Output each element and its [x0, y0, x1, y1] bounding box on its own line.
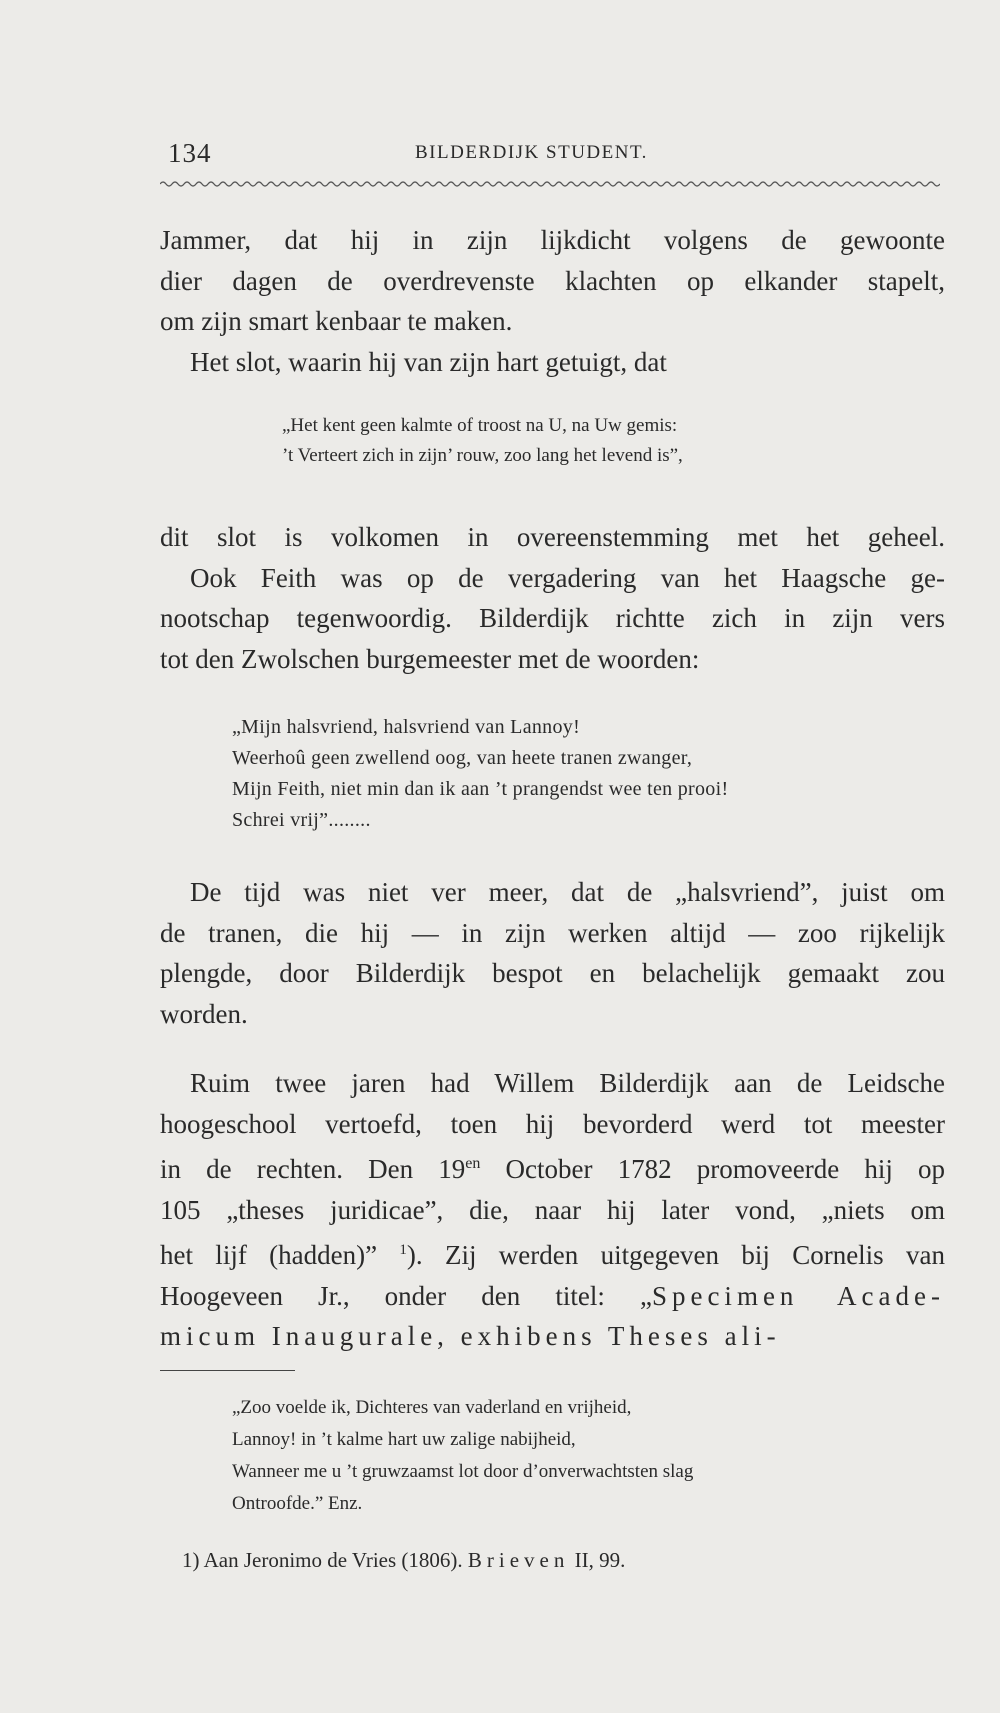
verse-line: Wanneer me u ’t gruwzaamst lot door d’onverwachtsten slag — [232, 1461, 694, 1482]
verse-line: „Mijn halsvriend, halsvriend van Lannoy! — [232, 716, 581, 738]
text-line: worden. — [160, 998, 248, 1029]
paragraph-1 — [160, 220, 945, 382]
footnote-separator — [160, 1370, 295, 1371]
text-line: tot den Zwolschen burgemeester met de woorden: — [160, 643, 700, 674]
paragraph-4 — [160, 1063, 945, 1357]
verse-line: Ontroofde.” Enz. — [232, 1493, 363, 1514]
text-segment: October 1782 promoveerde hij op — [480, 1154, 945, 1184]
superscript: en — [465, 1155, 481, 1172]
verse-line: Lannoy! in ’t kalme hart uw zalige nabijheid, — [232, 1429, 576, 1450]
footnote — [182, 1548, 625, 1573]
page-header — [160, 138, 940, 178]
text-line: hoogeschool vertoefd, toen hij bevorderd werd tot meester — [160, 1108, 945, 1139]
text-line — [160, 1144, 945, 1190]
verse-quote-1 — [282, 411, 902, 471]
text-line: micum Inaugurale, exhibens Theses ali- — [160, 1321, 781, 1351]
running-head: BILDERDIJK STUDENT. — [415, 142, 648, 163]
text-line: Ook Feith was op de vergadering van het Haagsche ge- — [190, 562, 945, 593]
text-line: Ruim twee jaren had Willem Bilderdijk aan de Leidsche — [190, 1068, 945, 1098]
footnote-text: Aan Jeronimo de Vries (1806). — [199, 1548, 468, 1572]
text-line: dier dagen de overdrevenste klachten op elkander stapelt, — [160, 265, 945, 296]
text-line: dit slot is volkomen in overeenstemming met het geheel. — [160, 522, 945, 552]
spaced-title: Specimen Acade- — [651, 1280, 945, 1311]
text-line: nootschap tegenwoordig. Bilderdijk richtte zich in zijn vers — [160, 603, 945, 633]
text-line: Jammer, dat hij in zijn lijkdicht volgens de gewoonte — [160, 225, 945, 255]
footnote-verse — [232, 1392, 912, 1520]
text-segment: ). Zij werden uitgegeven bij Cornelis van — [406, 1240, 945, 1270]
verse-line: Mijn Feith, niet min dan ik aan ’t prangendst wee ten prooi! — [232, 778, 729, 800]
footnote-marker: 1 — [399, 1242, 407, 1258]
verse-line: Weerhoû geen zwellend oog, van heete tranen zwanger, — [232, 747, 693, 769]
text-segment: in de rechten. Den 19 — [160, 1154, 466, 1184]
header-wavy-rule — [160, 179, 940, 189]
footnote-spaced-title: Brieven — [467, 1548, 570, 1572]
text-segment: het lijf (hadden)” — [160, 1240, 400, 1270]
text-line — [160, 1230, 945, 1276]
text-line: plengde, door Bilderdijk bespot en belachelijk gemaakt zou — [160, 958, 945, 988]
verse-quote-2 — [232, 712, 912, 836]
paragraph-2 — [160, 517, 945, 679]
text-line: 105 „theses juridicae”, die, naar hij later vond, „niets om — [160, 1194, 945, 1225]
verse-line: „Zoo voelde ik, Dichteres van vaderland en vrijheid, — [232, 1397, 632, 1418]
page-number: 134 — [168, 138, 212, 168]
verse-line: Schrei vrij”........ — [232, 809, 371, 831]
footnote-number: 1) — [182, 1548, 200, 1572]
text-line: De tijd was niet ver meer, dat de „halsvriend”, juist om — [190, 877, 945, 907]
footnote-text: II, 99. — [569, 1548, 626, 1572]
text-line: om zijn smart kenbaar te maken. — [160, 306, 513, 336]
paragraph-3 — [160, 872, 945, 1034]
text-segment: Hoogeveen Jr., onder den titel: „ — [160, 1280, 652, 1311]
text-line: Het slot, waarin hij van zijn hart getuigt, dat — [190, 346, 667, 377]
text-line — [160, 1276, 945, 1317]
verse-line: ’t Verteert zich in zijn’ rouw, zoo lang het levend is”, — [282, 445, 683, 466]
verse-line: „Het kent geen kalmte of troost na U, na Uw gemis: — [282, 415, 678, 436]
text-line: de tranen, die hij — in zijn werken altijd — zoo rijkelijk — [160, 917, 945, 948]
